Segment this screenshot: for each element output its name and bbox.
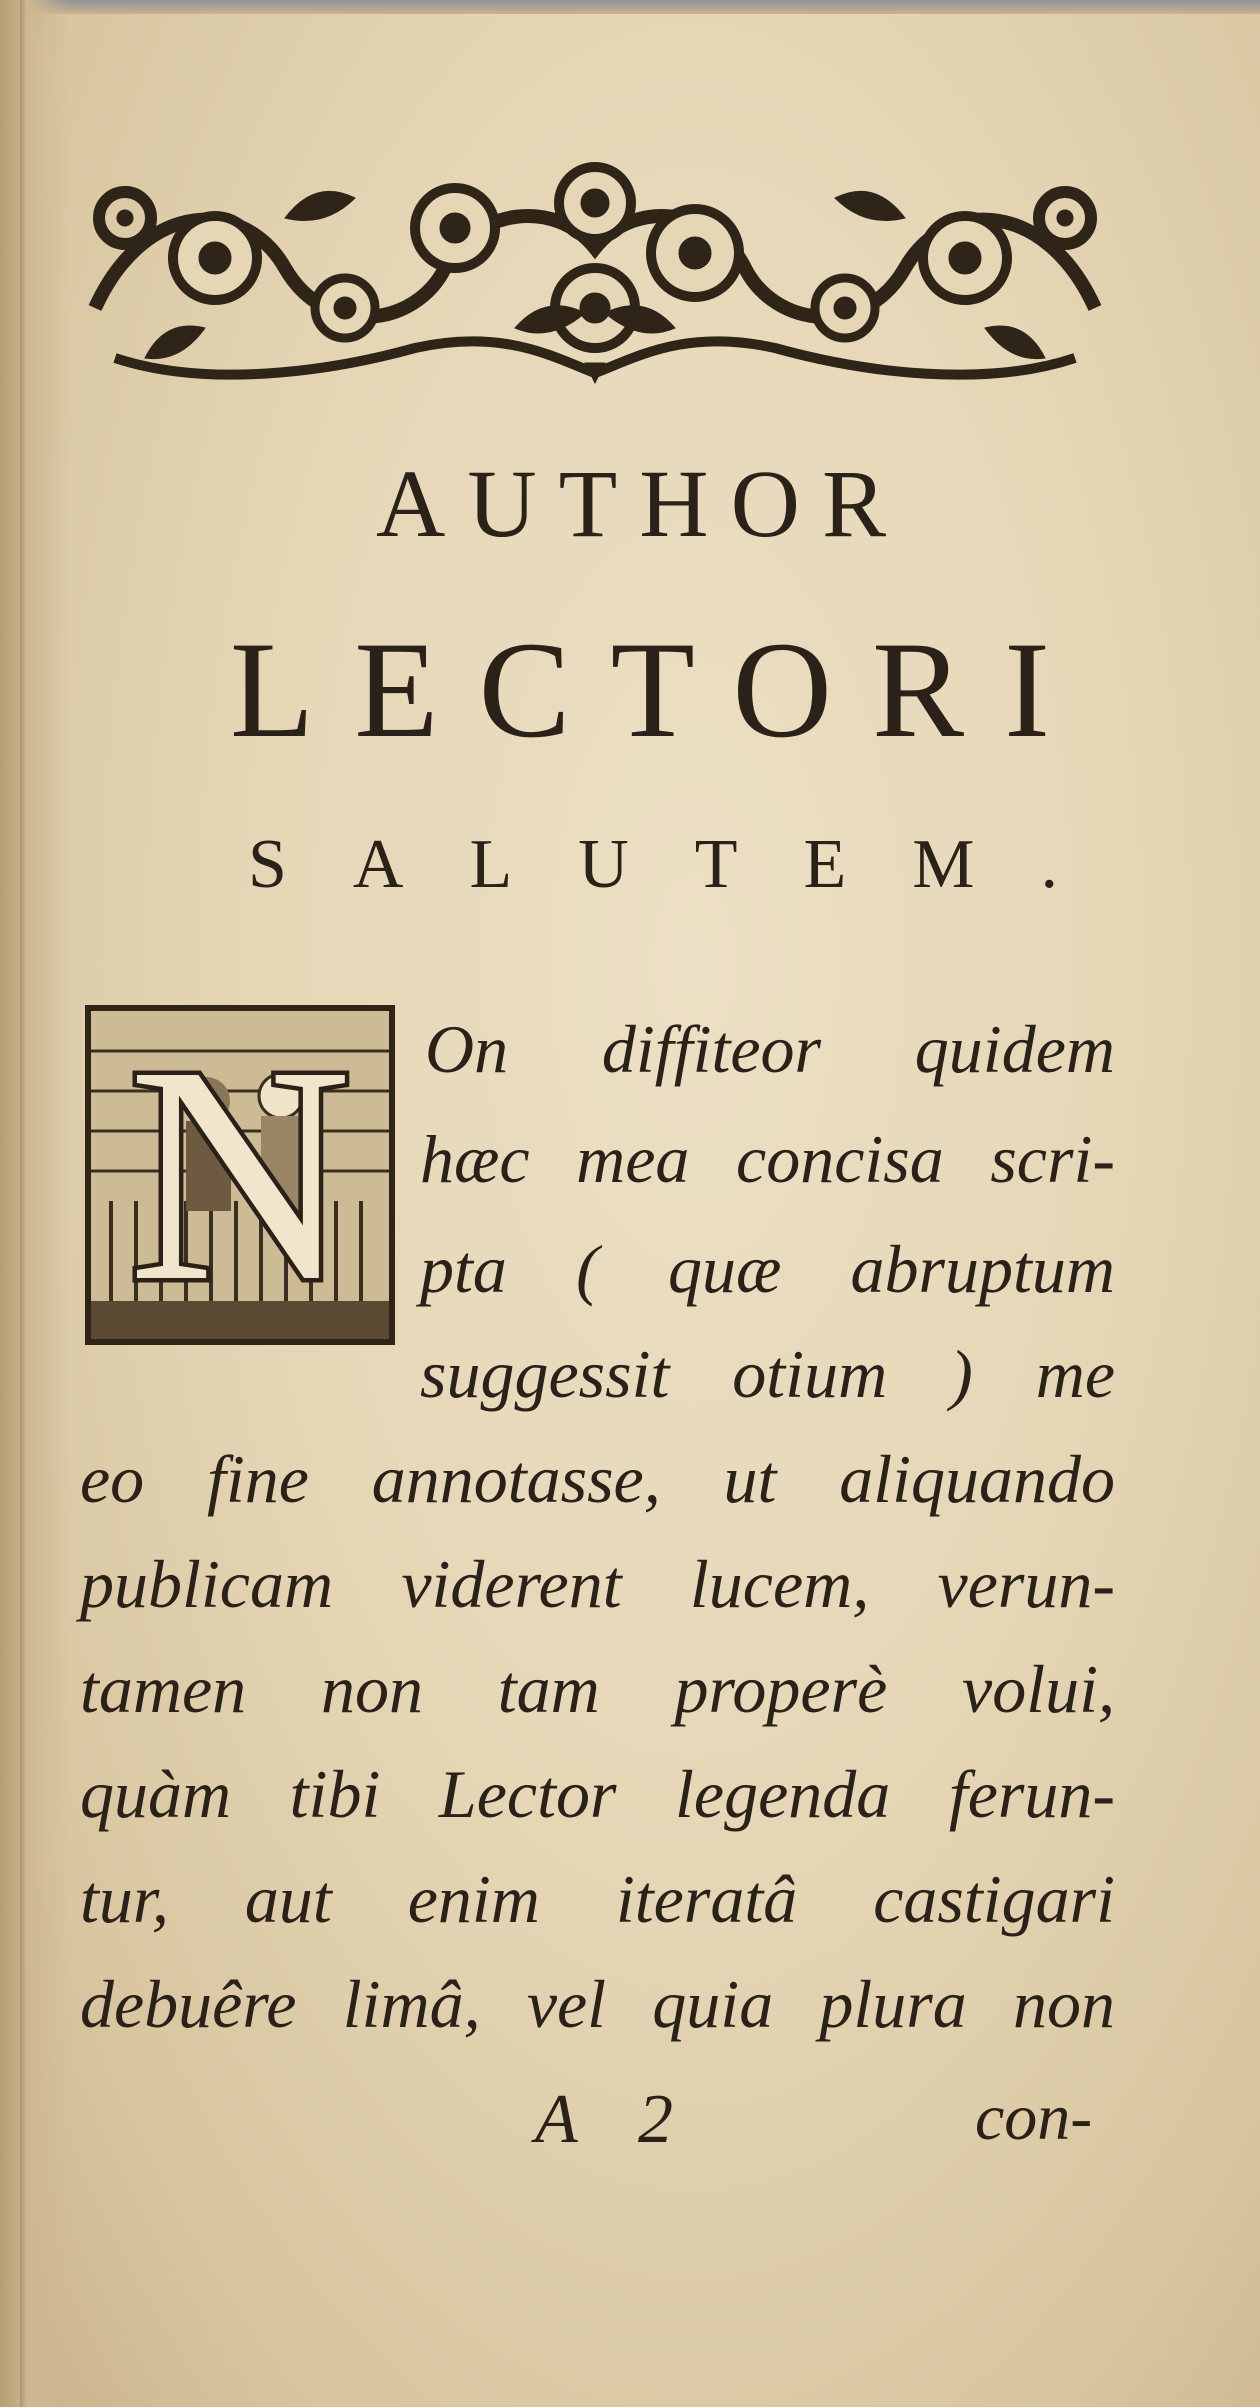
heading-salutem: SALUTEM. — [247, 826, 1125, 903]
body-line-3: pta ( quæ abruptum — [420, 1231, 1115, 1307]
drop-cap-letter: N — [128, 1003, 352, 1346]
body-line-7: tamen non tam properè volui, — [80, 1651, 1115, 1727]
body-line-10: debuêre limâ, vel quia plura non — [80, 1966, 1115, 2042]
catchword: con- — [975, 2081, 1093, 2154]
heading-lectori: LECTORI — [229, 613, 1091, 766]
body-line-1: On diffiteor quidem — [425, 1011, 1115, 1087]
heading-author: AUTHOR — [376, 450, 908, 557]
body-line-5: eo fine annotasse, ut aliquando — [80, 1441, 1115, 1517]
body-line-6: publicam viderent lucem, verun- — [80, 1546, 1115, 1622]
body-line-9: tur, aut enim iteratâ castigari — [80, 1861, 1115, 1937]
spine-shadow — [0, 0, 70, 2407]
floral-headpiece-ornament — [85, 158, 1105, 388]
body-line-8: quàm tibi Lector legenda ferun- — [80, 1756, 1115, 1832]
gutter-edge — [20, 0, 26, 2407]
drop-cap-woodcut — [85, 1005, 395, 1345]
body-line-2: hæc mea concisa scri- — [420, 1121, 1115, 1197]
signature-mark: A 2 — [535, 2081, 695, 2158]
page-top-edge — [0, 0, 1260, 14]
body-line-4: suggessit otium ) me — [420, 1336, 1115, 1412]
